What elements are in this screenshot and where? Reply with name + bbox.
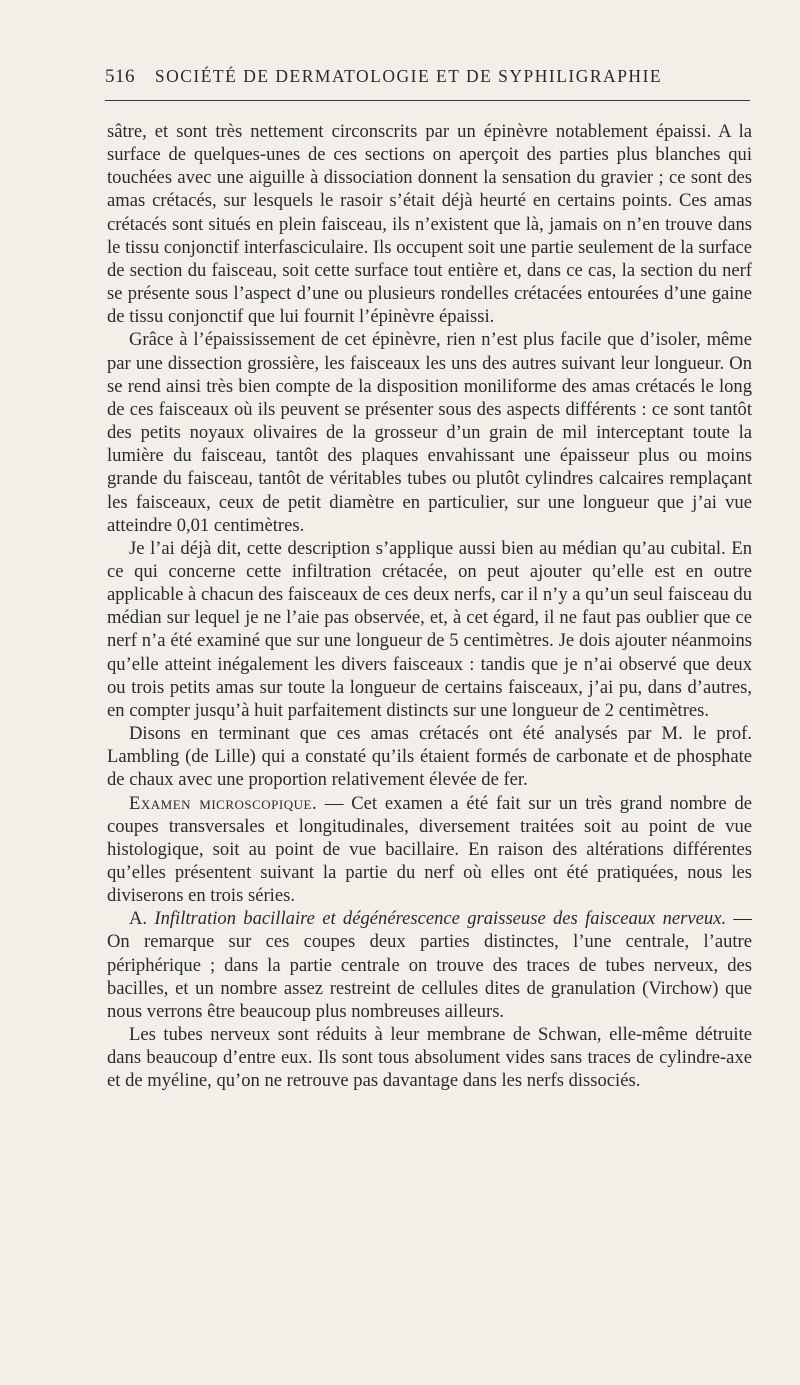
section-a-text: — On remarque sur ces coupes deux parties distinctes, l’une centrale, l’autre périphérique ; dans la partie centrale on trouve des traces de tubes nerveux, des bacilles, et un nombre assez restreint de cellules dites de granulation (Virchow) que nous verrons être beaucoup plus nombreuses ailleurs. — [107, 908, 753, 1022]
running-header — [105, 66, 750, 88]
exam-label: Examen microscopique. — [129, 792, 318, 814]
paragraph: Je l’ai déjà dit, cette description s’applique aussi bien au médian qu’au cubital. En ce qui concerne cette infiltration crétacée, on peut ajouter qu’elle est en outre applicable à chacun des faisceaux de ces deux nerfs, car il n’y a qu’un seul faisceau du médian sur lequel je ne l’aie pas observée, et, à cet égard, il ne faut pas oublier que ce nerf n’a été examiné que sur une longueur de 5 centimètres. Je dois ajouter néanmoins qu’elle atteint inégalement les divers faisceaux : tandis que je n’ai observé que deux ou trois petits amas sur toute la longueur de certains faisceaux, j’ai pu, dans d’autres, en compter jusqu’à huit parfaitement distincts sur une longueur de 2 centimètres. — [107, 537, 752, 721]
paragraph: Grâce à l’épaississement de cet épinèvre, rien n’est plus facile que d’isoler, même par une dissection grossière, les faisceaux les uns des autres suivant leur longueur. On se rend ainsi très bien compte de la disposition moniliforme des amas crétacés le long de ces faisceaux où ils peuvent se présenter sous des aspects différents : ce sont tantôt des petits noyaux olivaires de la grosseur d’un grain de mil interceptant toute la lumière du faisceau, tantôt des plaques envahissant une épaisseur plus ou moins grande du faisceau, tantôt de véritables tubes ou plutôt cylindres calcaires remplaçant les faisceaux, ceux de petit diamètre en particulier, sur une longueur que j’ai vue atteindre 0,01 centimètres. — [107, 329, 752, 536]
exam-paragraph — [107, 792, 752, 908]
exam-text: — Cet examen a été fait sur un très grand nombre de coupes transversales et longitudinales, diversement traitées soit au point de vue histologique, soit au point de vue bacillaire. En raison des altérations différentes qu’elles présentent suivant la partie du nerf où elles ont été pratiquées, nous les diviserons en trois séries. — [107, 792, 752, 907]
paragraph: Disons en terminant que ces amas crétacés ont été analysés par M. le prof. Lambling (de Lille) qui a constaté qu’ils étaient formés de carbonate et de phosphate de chaux avec une proportion relativement élevée de fer. — [107, 723, 752, 791]
body-text — [107, 120, 752, 1093]
paragraph: sâtre, et sont très nettement circonscrits par un épinèvre notablement épaissi. A la surface de quelques-unes de ces sections on aperçoit des parties plus blanches qui touchées avec une aiguille à dissociation donnent la sensation du gravier ; ce sont des amas crétacés, sur lesquels le rasoir s’était déjà heurté en certains points. Ces amas crétacés sont situés en plein faisceau, ils n’existent que là, jamais on n’en trouve dans le tissu conjonctif interfasciculaire. Ils occupent soit une partie seulement de la surface de section du faisceau, soit cette surface tout entière et, dans ce cas, la section du nerf se présente sous l’aspect d’une ou plusieurs rondelles crétacées entourées d’une gaine de tissu conjonctif que lui fournit l’épinèvre épaissi. — [107, 121, 752, 328]
page-number: 516 — [105, 66, 135, 87]
running-title: SOCIÉTÉ DE DERMATOLOGIE ET DE SYPHILIGRAPHIE — [154, 66, 663, 86]
section-a-paragraph — [107, 907, 752, 1023]
section-a-letter: A. — [129, 908, 148, 930]
paragraph: Les tubes nerveux sont réduits à leur membrane de Schwan, elle-même détruite dans beaucoup d’entre eux. Ils sont tous absolument vides sans traces de cylindre-axe et de myéline, qu’on ne retrouve pas davantage dans les nerfs dissociés. — [107, 1024, 752, 1092]
header-rule — [105, 100, 750, 101]
section-a-title: Infiltration bacillaire et dégénérescence graisseuse des faisceaux nerveux. — [154, 908, 727, 930]
